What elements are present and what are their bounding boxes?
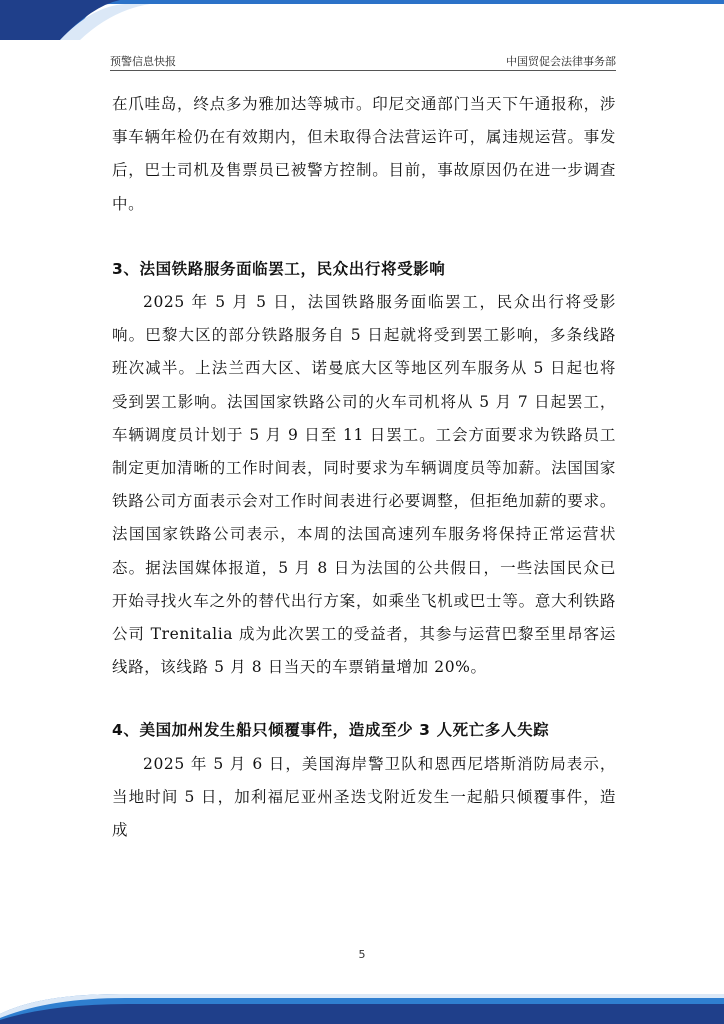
header-decoration (0, 0, 724, 40)
document-body (112, 88, 616, 847)
page-header (110, 47, 616, 69)
footer-decoration (0, 984, 724, 1024)
section-4-heading: 4、美国加州发生船只倾覆事件，造成至少 3 人死亡多人失踪 (112, 721, 550, 740)
header-department: 中国贸促会法律事务部 (506, 55, 616, 68)
intro-paragraph: 在爪哇岛，终点多为雅加达等城市。印尼交通部门当天下午通报称，涉事车辆年检仍在有效期内，但未取得合法营运许可，属违规运营。事发后，巴士司机及售票员已被警方控制。目前，事故原因仍在进一步调查中。 (112, 95, 616, 213)
section-3-heading: 3、法国铁路服务面临罢工，民众出行将受影响 (112, 259, 446, 278)
page-number: 5 (358, 948, 366, 961)
header-divider (110, 70, 616, 71)
header-title: 预警信息快报 (110, 55, 176, 68)
section-3-paragraph: 2025 年 5 月 5 日，法国铁路服务面临罢工，民众出行将受影响。巴黎大区的部分铁路服务自 5 日起就将受到罢工影响，多条线路班次减半。上法兰西大区、诺曼底大区等地区列车服务从 5 日起也将受到罢工影响。法国国家铁路公司的火车司机将从 5 月 7 日起罢工，车辆调度员计划于 5 月 9 日至 11 日罢工。工会方面要求为铁路员工制定更加清晰的工作时间表，同时要求为车辆调度员等加薪。法国国家铁路公司方面表示会对工作时间表进行必要调整，但拒绝加薪的要求。法国国家铁路公司表示，本周的法国高速列车服务将保持正常运营状态。据法国媒体报道，5 月 8 日为法国的公共假日，一些法国民众已开始寻找火车之外的替代出行方案，如乘坐飞机或巴士等。意大利铁路公司 Trenitalia 成为此次罢工的受益者，其参与运营巴黎至里昂客运线路，该线路 5 月 8 日当天的车票销量增加 20%。 (112, 293, 616, 677)
section-4-paragraph: 2025 年 5 月 6 日，美国海岸警卫队和恩西尼塔斯消防局表示，当地时间 5 日，加利福尼亚州圣迭戈附近发生一起船只倾覆事件，造成 (112, 754, 616, 840)
